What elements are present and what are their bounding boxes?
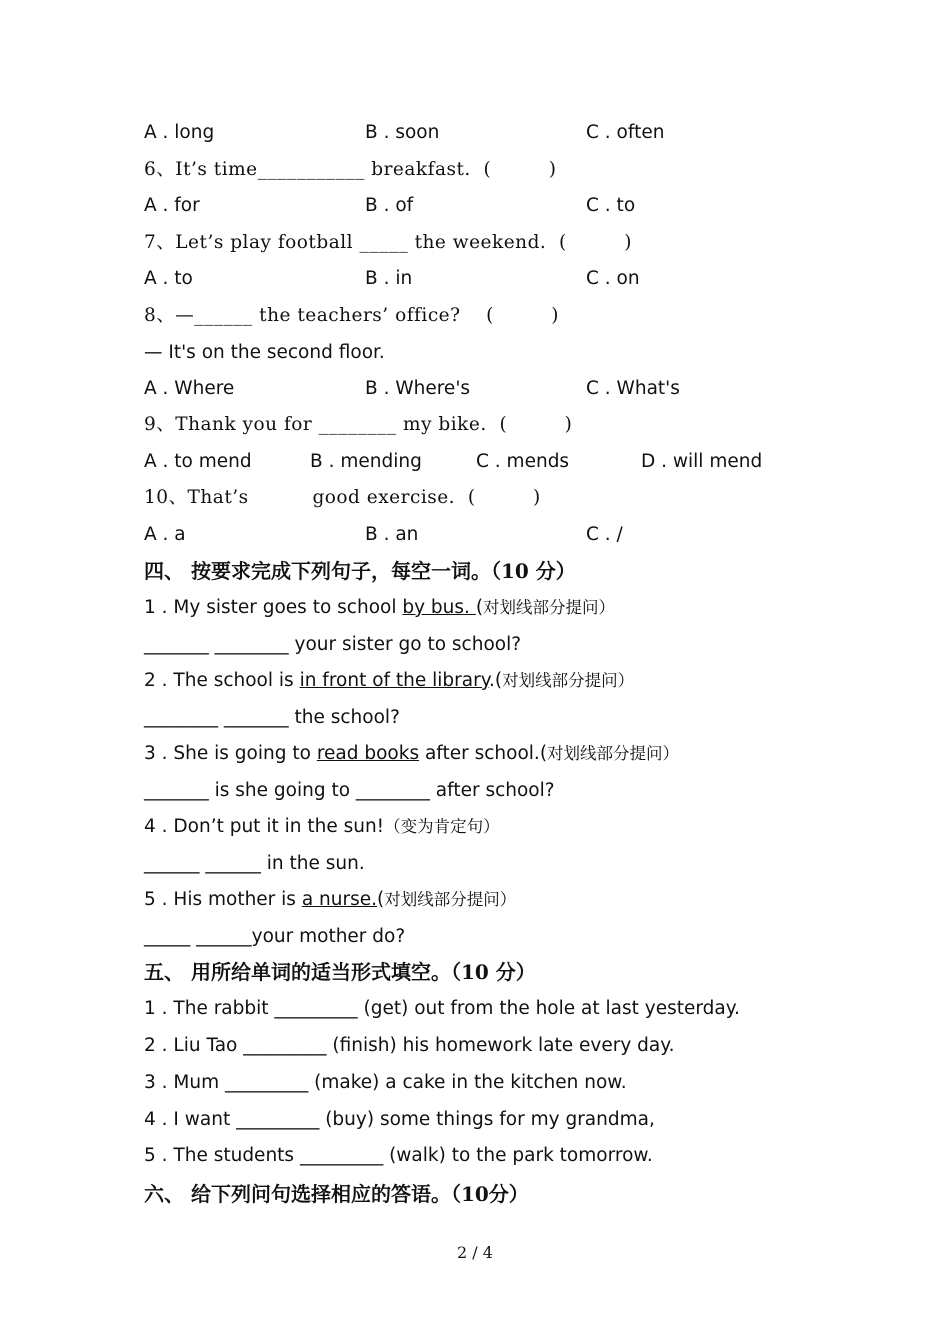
q8-option-a: A . Where [144, 378, 235, 399]
s4-item-2: 2 . The school is in front of the library.(对划线部分提问） [144, 670, 635, 691]
q9-option-a: A . to mend [144, 451, 252, 472]
s4-item-3: 3 . She is going to read books after school.(对划线部分提问） [144, 743, 680, 764]
question-8: 8、—______ the teachers’ office? ( ) [144, 305, 559, 326]
q5-option-a: A . long [144, 122, 215, 143]
question-10: 10、That’s good exercise. ( ) [144, 487, 541, 508]
underlined-part: a nurse. [301, 889, 378, 910]
page-number: 2 / 4 [457, 1243, 493, 1262]
q6-option-a: A . for [144, 195, 200, 216]
q10-option-a: A . a [144, 524, 186, 545]
s4-answer-5: _____ ______your mother do? [144, 926, 406, 947]
q5-option-c: C . often [586, 122, 665, 143]
question-7: 7、Let’s play football _____ the weekend. ( ) [144, 232, 632, 253]
s4-answer-3: _______ is she going to ________ after school? [144, 780, 555, 801]
s4-answer-4: ______ ______ in the sun. [144, 853, 365, 874]
underlined-part: in front of the library [299, 670, 490, 691]
q5-option-b: B . soon [365, 122, 440, 143]
q6-option-b: B . of [365, 195, 414, 216]
q6-option-c: C . to [586, 195, 636, 216]
underlined-part: read books [316, 743, 420, 764]
section-4-title: 四、 按要求完成下列句子，每空一词。（10 分） [144, 559, 576, 583]
section-6-title: 六、 给下列问句选择相应的答语。（10分） [144, 1182, 529, 1206]
s5-item-2: 2 . Liu Tao _________ (finish) his homework late every day. [144, 1035, 675, 1056]
s4-answer-2: ________ _______ the school? [144, 707, 400, 728]
q7-option-a: A . to [144, 268, 193, 289]
q10-option-c: C . / [586, 524, 623, 545]
q9-option-d: D . will mend [641, 451, 763, 472]
s5-item-5: 5 . The students _________ (walk) to the park tomorrow. [144, 1145, 653, 1166]
s4-item-5: 5 . His mother is a nurse.(对划线部分提问） [144, 889, 517, 910]
q8-option-b: B . Where's [365, 378, 471, 399]
q8-option-c: C . What's [586, 378, 680, 399]
q9-option-b: B . mending [310, 451, 422, 472]
s4-answer-1: _______ ________ your sister go to school? [144, 634, 522, 655]
s5-item-3: 3 . Mum _________ (make) a cake in the kitchen now. [144, 1072, 627, 1093]
s5-item-1: 1 . The rabbit _________ (get) out from the hole at last yesterday. [144, 998, 740, 1019]
q10-option-b: B . an [365, 524, 419, 545]
underlined-part: by bus. [402, 597, 476, 618]
q9-option-c: C . mends [476, 451, 570, 472]
q7-option-c: C . on [586, 268, 640, 289]
q7-option-b: B . in [365, 268, 413, 289]
q8-answer-line: — It's on the second floor. [144, 342, 385, 363]
s5-item-4: 4 . I want _________ (buy) some things for my grandma, [144, 1109, 655, 1130]
question-9: 9、Thank you for ________ my bike. ( ) [144, 414, 573, 435]
section-5-title: 五、 用所给单词的适当形式填空。（10 分） [144, 960, 536, 984]
question-6: 6、It’s time___________ breakfast. ( ) [144, 159, 557, 180]
s4-item-1: 1 . My sister goes to school by bus. (对划线部分提问） [144, 597, 616, 618]
s4-item-4: 4 . Don’t put it in the sun!（变为肯定句） [144, 816, 500, 837]
